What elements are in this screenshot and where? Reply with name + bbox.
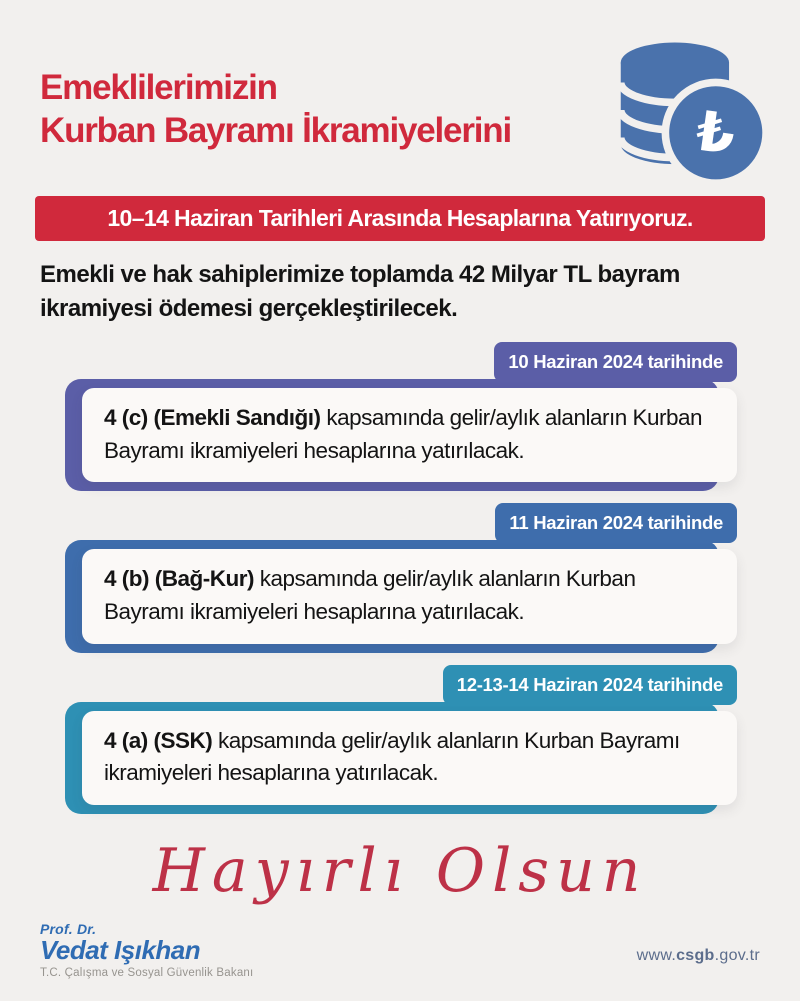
date-badge: 11 Haziran 2024 tarihinde: [495, 503, 737, 543]
card-body-text: kapsamında gelir/aylık alanların Kurban Bayramı ikramiyeleri hesaplarına yatırılacak.: [104, 405, 703, 463]
date-badge: 10 Haziran 2024 tarihinde: [494, 342, 737, 382]
payment-card-ssk: [65, 665, 737, 805]
intro-text: Emekli ve hak sahiplerimize toplamda 42 Milyar TL bayram ikramiyesi ödemesi gerçekleştirilecek.: [40, 261, 680, 322]
date-badge: 12-13-14 Haziran 2024 tarihinde: [443, 665, 737, 705]
payment-schedule: [0, 342, 800, 826]
payment-card-emekli-sandigi: [65, 342, 737, 482]
card-text: [82, 388, 737, 482]
card-lead-text: 4 (c) (Emekli Sandığı): [104, 405, 321, 430]
website-prefix: www.: [636, 947, 677, 964]
minister-signature: [40, 921, 253, 979]
date-range-banner: 10–14 Haziran Tarihleri Arasında Hesaplarına Yatırıyoruz.: [35, 196, 765, 241]
card-body-text: kapsamında gelir/aylık alanların Kurban Bayramı ikramiyeleri hesaplarına yatırılacak.: [104, 566, 636, 624]
card-lead-text: 4 (a) (SSK): [104, 727, 213, 753]
minister-prefix: Prof. Dr.: [40, 920, 97, 937]
website-url: [637, 947, 760, 965]
card-lead-text: 4 (b) (Bağ-Kur): [104, 566, 254, 592]
website-domain: csgb: [676, 947, 715, 964]
page-title-line1: Emeklilerimizin: [40, 68, 277, 107]
website-suffix: .gov.tr: [714, 947, 760, 964]
lira-symbol: ₺: [692, 98, 740, 168]
minister-name: Vedat Işıkhan: [40, 934, 201, 965]
page-title-line2: Kurban Bayramı İkramiyelerini: [40, 111, 511, 151]
lira-coins-icon: [616, 34, 768, 186]
card-text: [82, 711, 737, 805]
hayirli-olsun-script: Hayırlı Olsun: [152, 836, 648, 906]
payment-card-bag-kur: [65, 503, 737, 643]
card-text: [82, 549, 737, 643]
page-title: [40, 66, 511, 153]
card-body-text: kapsamında gelir/aylık alanların Kurban Bayramı ikramiyeleri hesaplarına yatırılacak.: [104, 727, 680, 786]
minister-title: T.C. Çalışma ve Sosyal Güvenlik Bakanı: [40, 967, 254, 979]
